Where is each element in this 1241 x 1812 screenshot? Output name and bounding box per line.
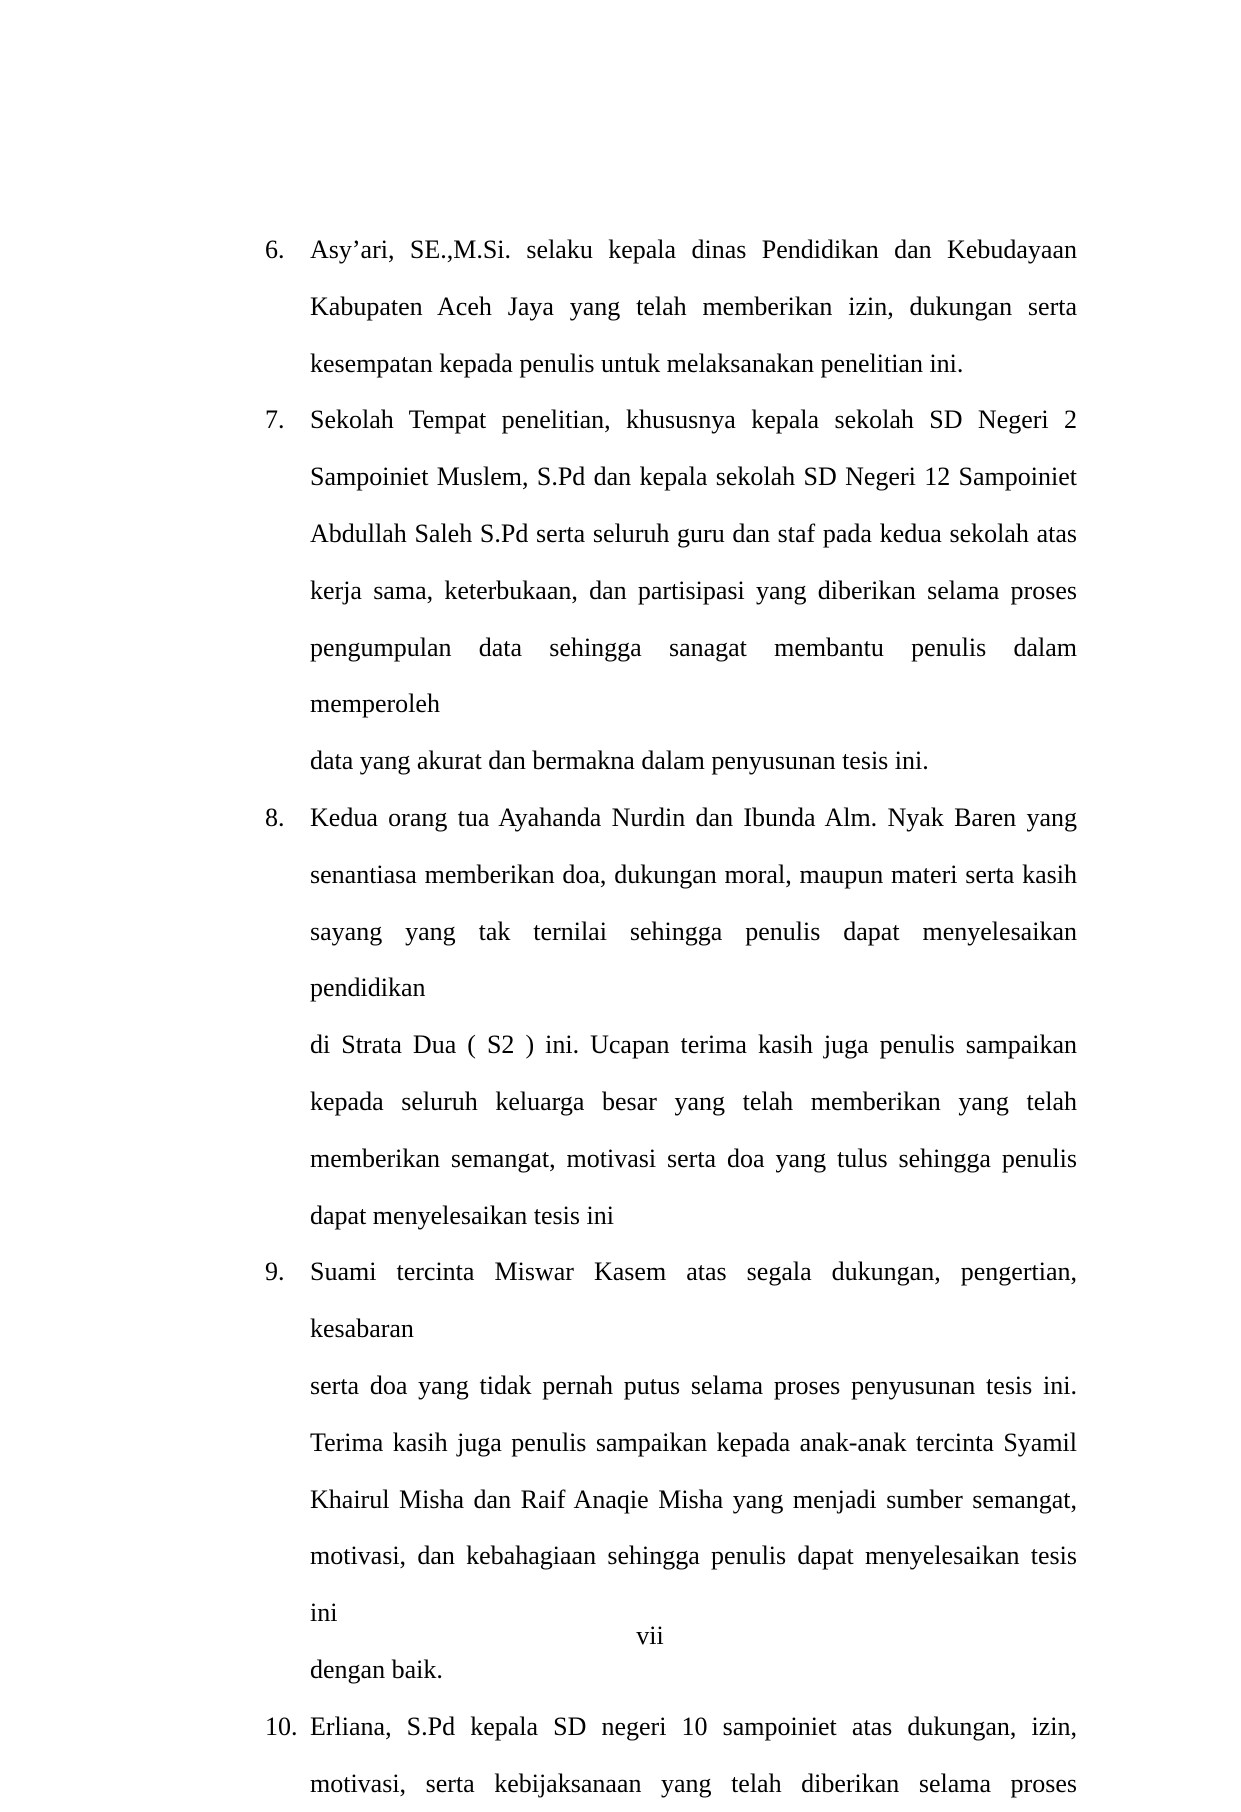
text-line: dengan baik. [310, 1654, 443, 1684]
text-line: kerja sama, keterbukaan, dan partisipasi yang diberikan selama proses [310, 575, 1077, 605]
list-item-number: 9. [265, 1257, 285, 1287]
text-line: motivasi, dan kebahagiaan sehingga penulis dapat menyelesaikan tesis ini [310, 1541, 1077, 1628]
list-item-number: 10. [265, 1711, 298, 1741]
text-line: sayang yang tak ternilai sehingga penulis dapat menyelesaikan pendidikan [310, 916, 1077, 1003]
list-item [265, 790, 1077, 1244]
list-item-number: 7. [265, 405, 285, 435]
text-line: Sekolah Tempat penelitian, khususnya kepala sekolah SD Negeri 2 [310, 405, 1077, 435]
list-item [265, 1699, 1077, 1812]
text-line: Erliana, S.Pd kepala SD negeri 10 sampoiniet atas dukungan, izin, [310, 1711, 1077, 1741]
text-line: memberikan semangat, motivasi serta doa yang tulus sehingga penulis [310, 1143, 1077, 1173]
text-line: Terima kasih juga penulis sampaikan kepada anak-anak tercinta Syamil [310, 1427, 1077, 1457]
text-line: serta doa yang tidak pernah putus selama proses penyusunan tesis ini. [310, 1370, 1077, 1400]
text-line: motivasi, serta kebijaksanaan yang telah diberikan selama proses [310, 1768, 1077, 1798]
text-line: Sampoiniet Muslem, S.Pd dan kepala sekolah SD Negeri 12 Sampoiniet [310, 462, 1077, 492]
text-line: dapat menyelesaikan tesis ini [310, 1200, 614, 1230]
text-line: Suami tercinta Miswar Kasem atas segala dukungan, pengertian, kesabaran [310, 1257, 1077, 1344]
text-line: data yang akurat dan bermakna dalam penyusunan tesis ini. [310, 746, 929, 776]
list-item-number: 8. [265, 802, 285, 832]
list-item [265, 392, 1077, 790]
page-number: vii [636, 1621, 664, 1650]
list-item-number: 6. [265, 235, 285, 264]
text-line: Abdullah Saleh S.Pd serta seluruh guru dan staf pada kedua sekolah atas [310, 518, 1077, 548]
text-line: Asy’ari, SE.,M.Si. selaku kepala dinas Pendidikan dan Kebudayaan [310, 235, 1077, 264]
acknowledgment-list [265, 222, 1077, 1812]
text-line: Khairul Misha dan Raif Anaqie Misha yang menjadi sumber semangat, [310, 1484, 1077, 1514]
text-line: kesempatan kepada penulis untuk melaksanakan penelitian ini. [310, 348, 964, 378]
text-line: Kabupaten Aceh Jaya yang telah memberikan izin, dukungan serta [310, 291, 1077, 321]
text-line: di Strata Dua ( S2 ) ini. Ucapan terima kasih juga penulis sampaikan [310, 1030, 1077, 1060]
text-line: senantiasa memberikan doa, dukungan moral, maupun materi serta kasih [310, 859, 1077, 889]
list-item [265, 222, 1077, 392]
text-line: pengumpulan data sehingga sanagat membantu penulis dalam memperoleh [310, 632, 1077, 719]
text-line: kepada seluruh keluarga besar yang telah memberikan yang telah [310, 1086, 1077, 1116]
text-line: Kedua orang tua Ayahanda Nurdin dan Ibunda Alm. Nyak Baren yang [310, 802, 1077, 832]
